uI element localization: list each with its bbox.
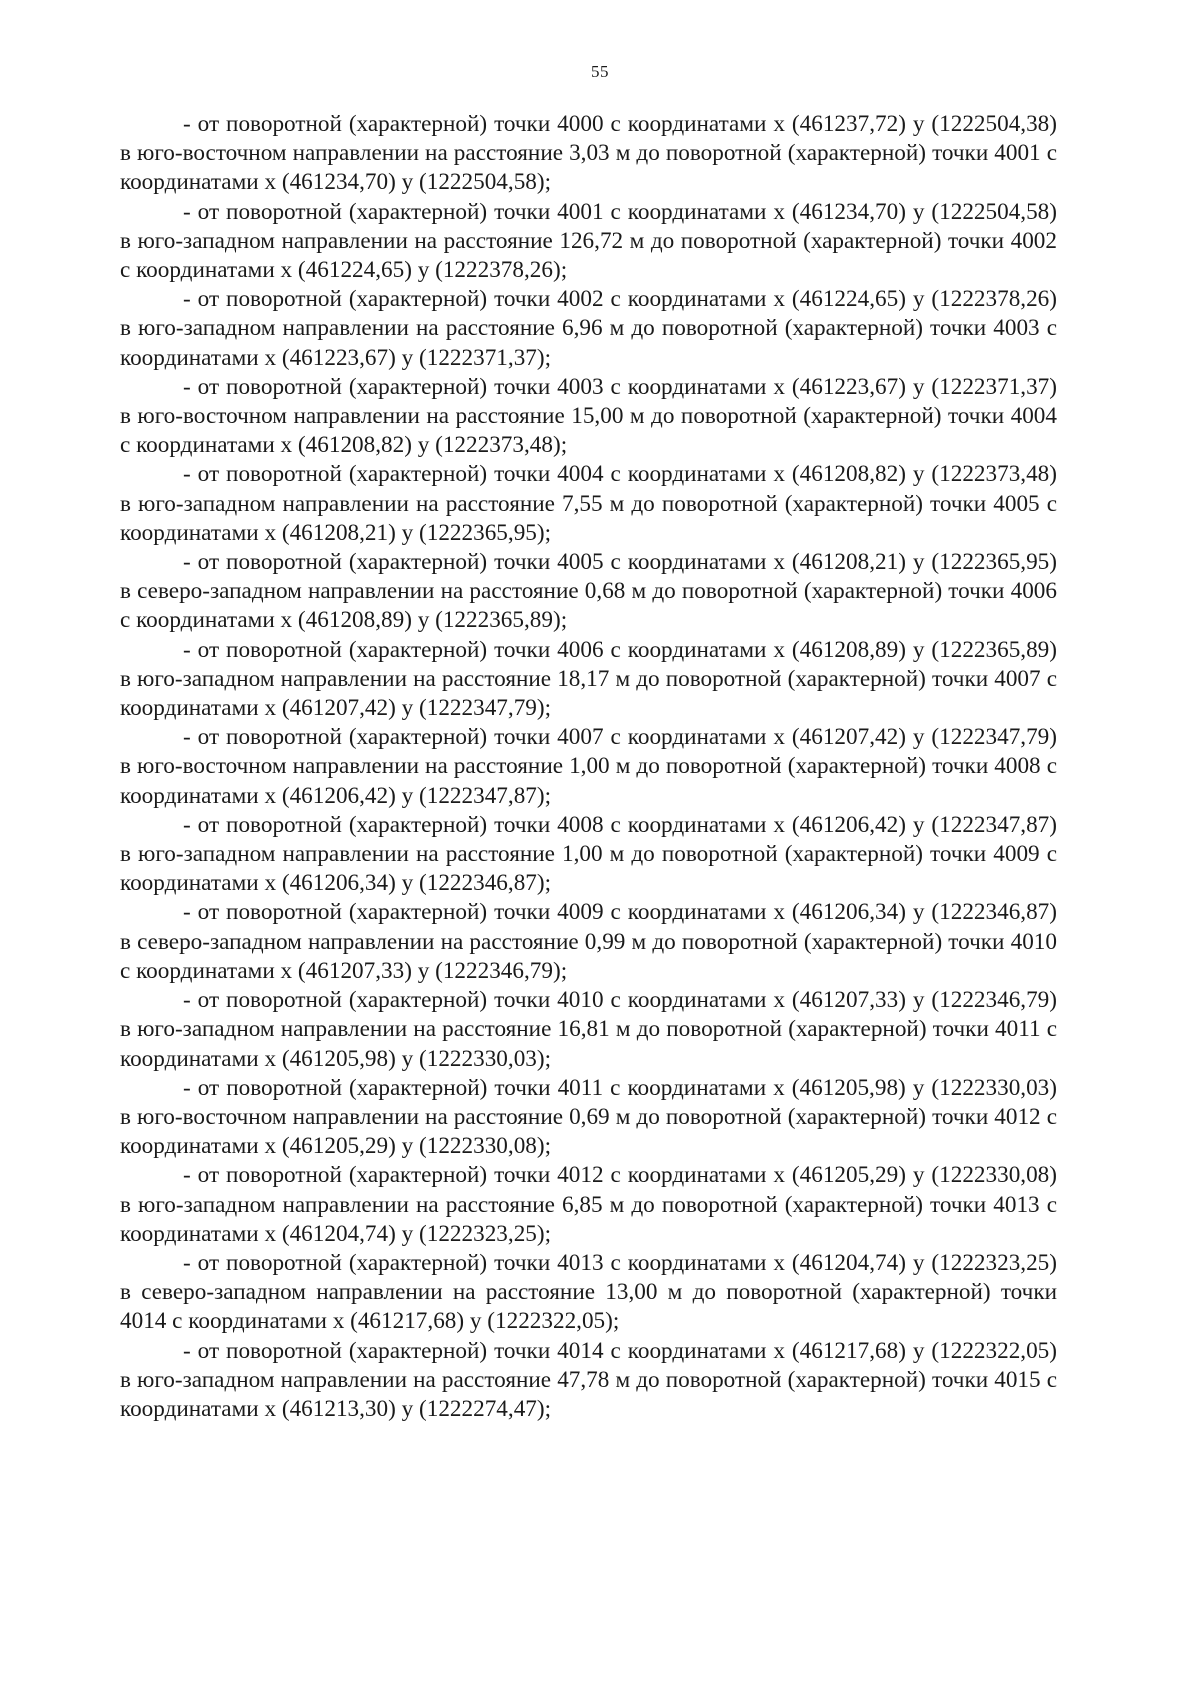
boundary-paragraph: - от поворотной (характерной) точки 4009 с координатами x (461206,34) y (1222346,87) в северо-западном направлении на расстояние 0,99 м до поворотной (характерной) точки 4010 с координатами x (461207,33) y (1222346,79); [120, 899, 1057, 984]
boundary-paragraph: - от поворотной (характерной) точки 4011 с координатами x (461205,98) y (1222330,03) в юго-восточном направлении на расстояние 0,69 м до поворотной (характерной) точки 4012 с координатами x (461205,29) y (1222330,08); [120, 1074, 1057, 1160]
boundary-paragraph: - от поворотной (характерной) точки 4000 с координатами x (461237,72) y (1222504,38) в юго-восточном направлении на расстояние 3,03 м до поворотной (характерной) точки 4001 с координатами x (461234,70) y (1222504,58); [120, 111, 1057, 196]
boundary-paragraph: - от поворотной (характерной) точки 4008 с координатами x (461206,42) y (1222347,87) в юго-западном направлении на расстояние 1,00 м до поворотной (характерной) точки 4009 с координатами x (461206,34) y (1222346,87); [120, 811, 1057, 897]
boundary-paragraph: - от поворотной (характерной) точки 4001 с координатами x (461234,70) y (1222504,58) в юго-западном направлении на расстояние 126,72 м до поворотной (характерной) точки 4002 с координатами x (461224,65) y (1222378,26); [120, 198, 1057, 284]
boundary-paragraph: - от поворотной (характерной) точки 4004 с координатами x (461208,82) y (1222373,48) в юго-западном направлении на расстояние 7,55 м до поворотной (характерной) точки 4005 с координатами x (461208,21) y (1222365,95); [120, 461, 1057, 546]
boundary-paragraph: - от поворотной (характерной) точки 4010 с координатами x (461207,33) y (1222346,79) в юго-западном направлении на расстояние 16,81 м до поворотной (характерной) точки 4011 с координатами x (461205,98) y (1222330,03); [120, 987, 1057, 1072]
boundary-paragraph: - от поворотной (характерной) точки 4012 с координатами x (461205,29) y (1222330,08) в юго-западном направлении на расстояние 6,85 м до поворотной (характерной) точки 4013 с координатами x (461204,74) y (1222323,25); [120, 1162, 1057, 1247]
page-number: 55 [591, 62, 609, 81]
document-body [120, 110, 1057, 1424]
boundary-paragraph: - от поворотной (характерной) точки 4005 с координатами x (461208,21) y (1222365,95) в северо-западном направлении на расстояние 0,68 м до поворотной (характерной) точки 4006 с координатами x (461208,89) y (1222365,89); [120, 549, 1057, 634]
boundary-paragraph: - от поворотной (характерной) точки 4014 с координатами x (461217,68) y (1222322,05) в юго-западном направлении на расстояние 47,78 м до поворотной (характерной) точки 4015 с координатами x (461213,30) y (1222274,47); [120, 1337, 1057, 1422]
boundary-paragraph: - от поворотной (характерной) точки 4002 с координатами x (461224,65) y (1222378,26) в юго-западном направлении на расстояние 6,96 м до поворотной (характерной) точки 4003 с координатами x (461223,67) y (1222371,37); [120, 286, 1057, 371]
boundary-paragraph: - от поворотной (характерной) точки 4013 с координатами x (461204,74) y (1222323,25) в северо-западном направлении на расстояние 13,00 м до поворотной (характерной) точки 4014 с координатами x (461217,68) y (1222322,05); [120, 1249, 1057, 1335]
boundary-paragraph: - от поворотной (характерной) точки 4006 с координатами x (461208,89) y (1222365,89) в юго-западном направлении на расстояние 18,17 м до поворотной (характерной) точки 4007 с координатами x (461207,42) y (1222347,79); [120, 636, 1057, 722]
boundary-paragraph: - от поворотной (характерной) точки 4007 с координатами x (461207,42) y (1222347,79) в юго-восточном направлении на расстояние 1,00 м до поворотной (характерной) точки 4008 с координатами x (461206,42) y (1222347,87); [120, 724, 1057, 809]
boundary-paragraph: - от поворотной (характерной) точки 4003 с координатами x (461223,67) y (1222371,37) в юго-восточном направлении на расстояние 15,00 м до поворотной (характерной) точки 4004 с координатами x (461208,82) y (1222373,48); [120, 373, 1057, 459]
